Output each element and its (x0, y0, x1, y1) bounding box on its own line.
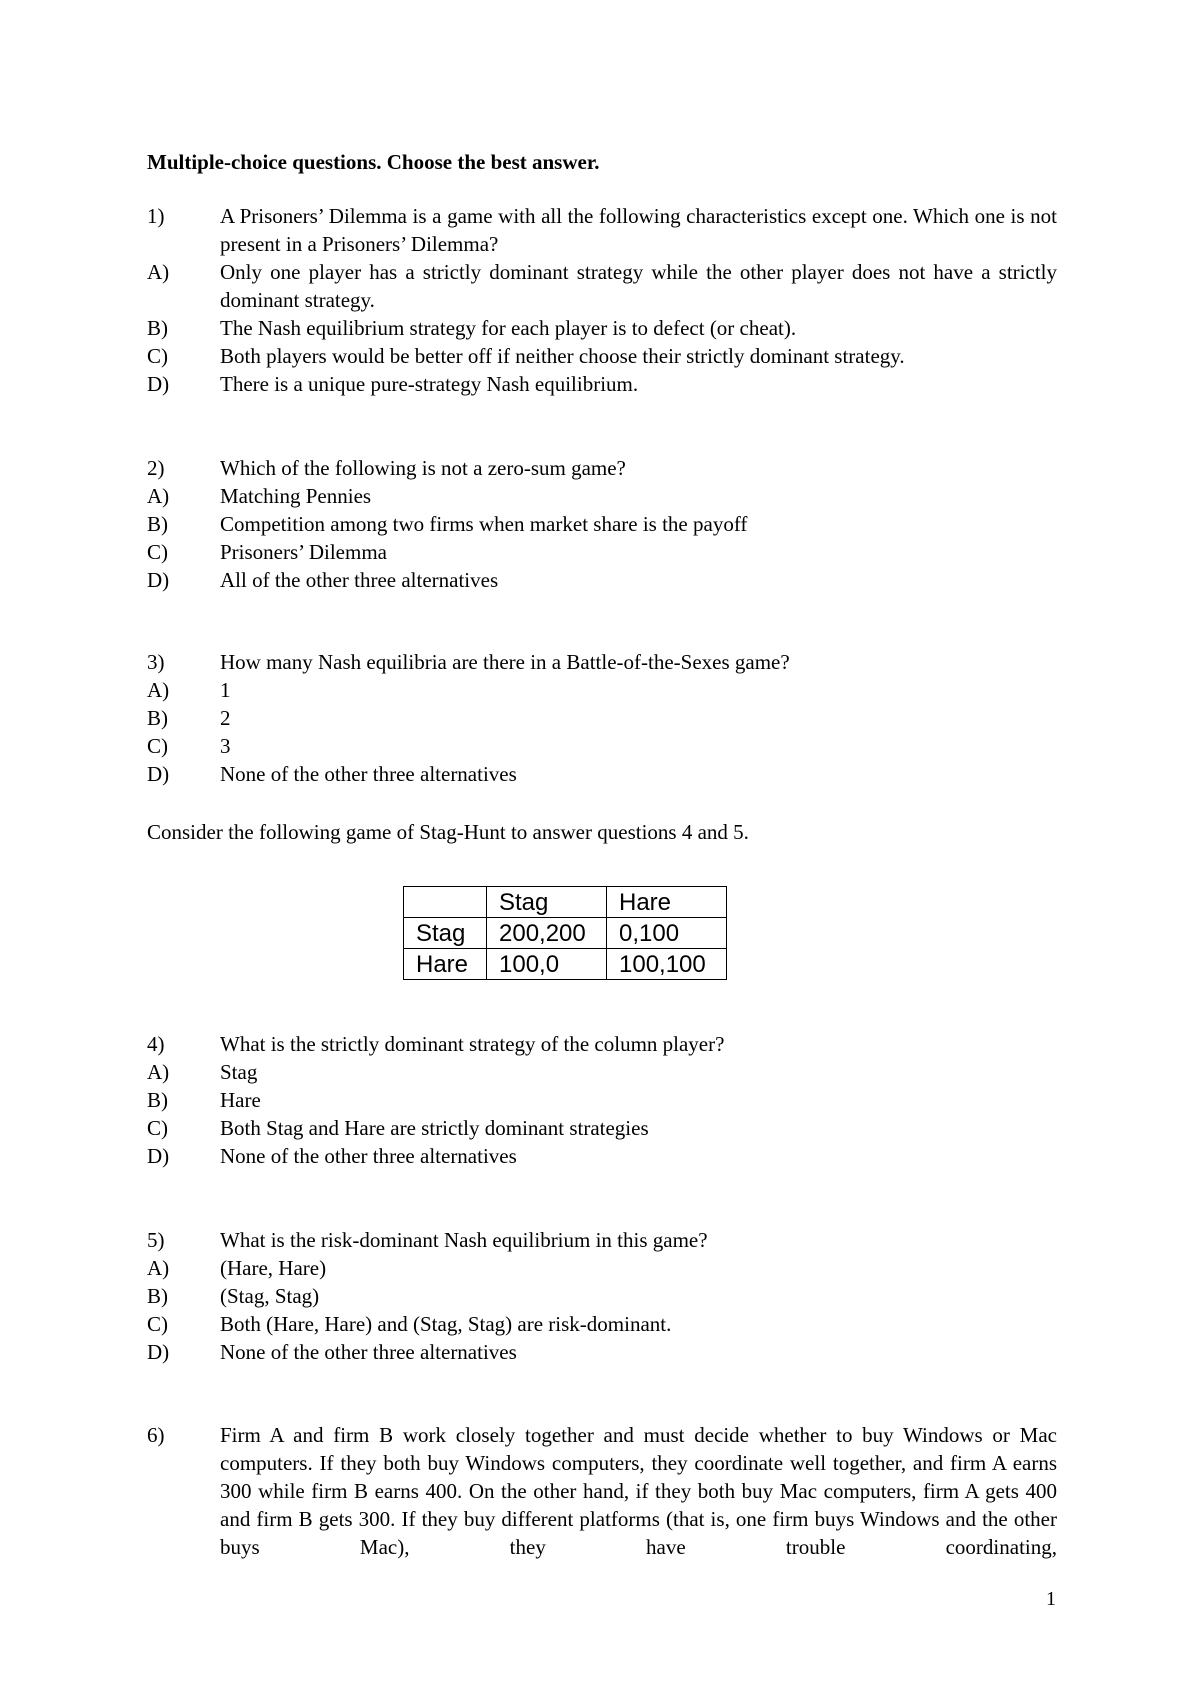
question-number: 3) (147, 650, 165, 674)
option-row (147, 1310, 1057, 1338)
question-stem-row (147, 454, 1057, 482)
question-number: 1) (147, 204, 165, 228)
option-text: Both players would be better off if neither choose their strictly dominant strategy. (220, 344, 905, 368)
option-label: A) (147, 678, 170, 702)
option-row (147, 1254, 1057, 1282)
option-label: B) (147, 1088, 168, 1112)
question-3 (147, 648, 1057, 788)
option-row (147, 1338, 1057, 1366)
question-stem-row (147, 648, 1057, 676)
option-label: C) (147, 734, 168, 758)
option-row (147, 1142, 1057, 1170)
option-text: Both (Hare, Hare) and (Stag, Stag) are risk-dominant. (220, 1312, 672, 1336)
question-stem-row (147, 202, 1057, 258)
option-row (147, 676, 1057, 704)
payoff-cell: 0,100 (607, 918, 727, 949)
option-label: D) (147, 762, 170, 786)
payoff-column-header: Hare (607, 887, 727, 918)
option-label: B) (147, 1284, 168, 1308)
option-label: B) (147, 512, 168, 536)
payoff-row (404, 918, 727, 949)
option-label: D) (147, 1144, 170, 1168)
option-row (147, 704, 1057, 732)
option-text: (Hare, Hare) (220, 1256, 327, 1280)
option-text: 2 (220, 706, 231, 730)
option-text: Matching Pennies (220, 484, 372, 508)
question-6 (147, 1421, 1057, 1561)
option-label: B) (147, 706, 168, 730)
section-heading: Multiple-choice questions. Choose the best answer. (147, 150, 600, 174)
question-stem: A Prisoners’ Dilemma is a game with all the following characteristics except one. Which one is not present in a Prisoners’ Dilemma? (220, 204, 1057, 256)
option-label: B) (147, 316, 168, 340)
question-stem: What is the strictly dominant strategy of the column player? (220, 1032, 725, 1056)
payoff-cell: 200,200 (487, 918, 607, 949)
question-4 (147, 1030, 1057, 1170)
payoff-column-header: Stag (487, 887, 607, 918)
payoff-cell: 100,100 (607, 949, 727, 980)
option-label: C) (147, 344, 168, 368)
option-text: Only one player has a strictly dominant strategy while the other player does not have a strictly dominant strategy. (220, 260, 1057, 312)
question-5 (147, 1226, 1057, 1366)
option-label: C) (147, 1116, 168, 1140)
payoff-header-row (404, 887, 727, 918)
option-label: C) (147, 540, 168, 564)
question-stem: What is the risk-dominant Nash equilibrium in this game? (220, 1228, 708, 1252)
option-row (147, 370, 1057, 398)
option-label: A) (147, 1060, 170, 1084)
option-text: 1 (220, 678, 231, 702)
payoff-row-header: Hare (404, 949, 487, 980)
payoff-table (403, 886, 727, 980)
question-stem-row (147, 1421, 1057, 1561)
option-text: All of the other three alternatives (220, 568, 499, 592)
option-text: Competition among two firms when market share is the payoff (220, 512, 748, 536)
option-row (147, 1282, 1057, 1310)
option-label: A) (147, 260, 170, 284)
option-row (147, 482, 1057, 510)
question-number: 4) (147, 1032, 165, 1056)
page-number: 1 (1046, 1588, 1056, 1610)
option-row (147, 342, 1057, 370)
option-text: Prisoners’ Dilemma (220, 540, 387, 564)
option-text: Both Stag and Hare are strictly dominant strategies (220, 1116, 649, 1140)
option-row (147, 566, 1057, 594)
option-row (147, 760, 1057, 788)
question-number: 5) (147, 1228, 165, 1252)
option-row (147, 1086, 1057, 1114)
payoff-corner-cell (404, 887, 487, 918)
option-text: There is a unique pure-strategy Nash equilibrium. (220, 372, 639, 396)
option-text: Hare (220, 1088, 261, 1112)
option-label: C) (147, 1312, 168, 1336)
option-text: 3 (220, 734, 231, 758)
option-text: The Nash equilibrium strategy for each player is to defect (or cheat). (220, 316, 797, 340)
option-row (147, 258, 1057, 314)
option-label: A) (147, 1256, 170, 1280)
question-stem: Which of the following is not a zero-sum game? (220, 456, 626, 480)
question-1 (147, 202, 1057, 398)
option-row (147, 1114, 1057, 1142)
option-label: A) (147, 484, 170, 508)
option-row (147, 732, 1057, 760)
payoff-row (404, 949, 727, 980)
option-row (147, 510, 1057, 538)
question-stem: Firm A and firm B work closely together and must decide whether to buy Windows or Mac computers. If they both buy Windows computers, they coordinate well together, and firm A earns 300 while firm B earns 400. On the other hand, if they both buy Mac computers, firm A gets 400 and firm B gets 300. If they buy different platforms (that is, one firm buys Windows and the other buys Mac), they have trouble coordinating, (220, 1423, 1057, 1559)
option-text: None of the other three alternatives (220, 1340, 517, 1364)
option-label: D) (147, 372, 170, 396)
option-row (147, 538, 1057, 566)
option-row (147, 314, 1057, 342)
option-label: D) (147, 568, 170, 592)
option-text: None of the other three alternatives (220, 762, 517, 786)
question-stem-row (147, 1030, 1057, 1058)
option-text: Stag (220, 1060, 258, 1084)
option-text: None of the other three alternatives (220, 1144, 517, 1168)
question-stem-row (147, 1226, 1057, 1254)
stag-hunt-intro: Consider the following game of Stag-Hunt to answer questions 4 and 5. (147, 820, 749, 844)
option-label: D) (147, 1340, 170, 1364)
question-stem: How many Nash equilibria are there in a Battle-of-the-Sexes game? (220, 650, 790, 674)
question-number: 6) (147, 1423, 165, 1447)
option-text: (Stag, Stag) (220, 1284, 320, 1308)
option-row (147, 1058, 1057, 1086)
payoff-row-header: Stag (404, 918, 487, 949)
question-number: 2) (147, 456, 165, 480)
question-2 (147, 454, 1057, 594)
payoff-cell: 100,0 (487, 949, 607, 980)
